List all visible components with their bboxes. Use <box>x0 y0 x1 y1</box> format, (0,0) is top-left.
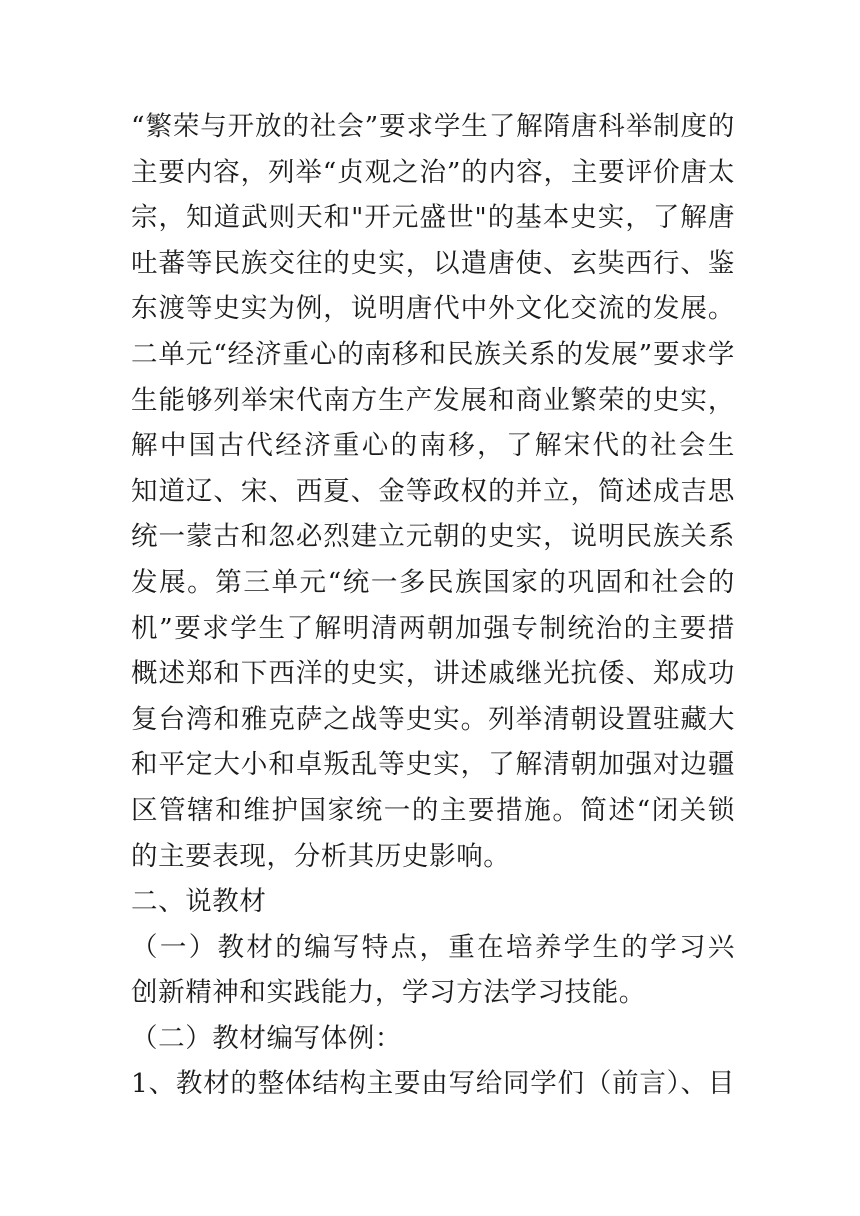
text-line: 复台湾和雅克萨之战等史实。列举清朝设置驻藏大 <box>131 703 735 735</box>
text-line: 知道辽、宋、西夏、金等政权的并立，简述成吉思 <box>131 475 735 507</box>
text-line: 解中国古代经济重心的南移，了解宋代的社会生 <box>131 430 735 462</box>
text-line: 区管辖和维护国家统一的主要措施。简述“闭关锁 <box>131 794 735 826</box>
subsection-heading: （二）教材编写体例： <box>131 1022 402 1054</box>
text-line: “繁荣与开放的社会”要求学生了解隋唐科举制度的 <box>131 111 735 142</box>
text-line: 二单元“经济重心的南移和民族关系的发展”要求学 <box>131 338 735 370</box>
section-heading: 二、说教材 <box>131 886 267 918</box>
text-line: （一）教材的编写特点，重在培养学生的学习兴 <box>131 931 735 963</box>
text-line: 创新精神和实践能力，学习方法学习技能。 <box>131 977 646 1009</box>
text-line: 东渡等史实为例，说明唐代中外文化交流的发展。 <box>131 293 735 325</box>
text-line: 机”要求学生了解明清两朝加强专制统治的主要措 <box>131 612 735 644</box>
text-line: 概述郑和下西洋的史实，讲述戚继光抗倭、郑成功 <box>131 658 735 690</box>
text-line: 发展。第三单元“统一多民族国家的巩固和社会的 <box>131 566 735 598</box>
text-line: 和平定大小和卓叛乱等史实，了解清朝加强对边疆 <box>131 749 735 781</box>
text-line: 吐蕃等民族交往的史实，以遣唐使、玄奘西行、鉴 <box>131 247 735 279</box>
text-line: 生能够列举宋代南方生产发展和商业繁荣的史实， <box>131 384 735 416</box>
text-line: 主要内容，列举“贞观之治”的内容，主要评价唐太 <box>131 156 735 188</box>
text-line: 1、教材的整体结构主要由写给同学们（前言）、目 <box>131 1068 735 1100</box>
body-text <box>131 104 735 1107</box>
text-line: 的主要表现，分析其历史影响。 <box>131 840 511 872</box>
text-line: 宗，知道武则天和"开元盛世"的基本史实，了解唐 <box>131 202 735 234</box>
text-line: 统一蒙古和忽必烈建立元朝的史实，说明民族关系 <box>131 521 735 553</box>
